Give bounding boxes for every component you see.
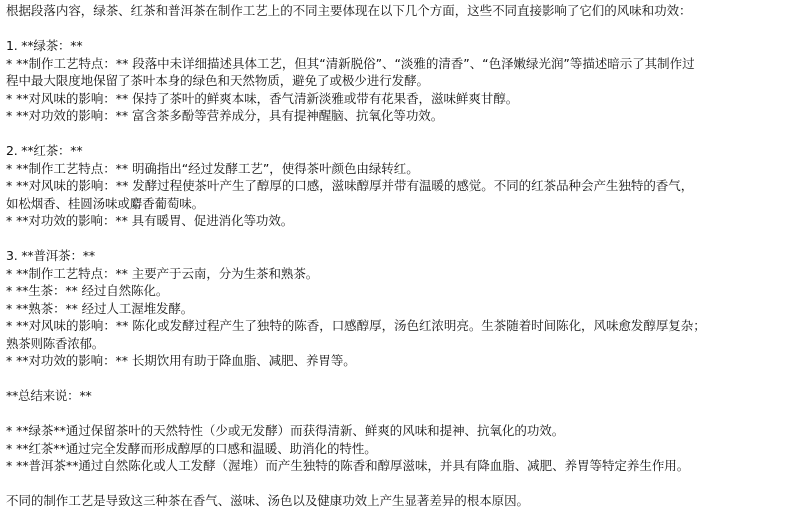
blank-line	[6, 125, 791, 143]
text-line: * **制作工艺特点：** 主要产于云南，分为生茶和熟茶。	[6, 265, 319, 281]
text-line: 程中最大限度地保留了茶叶本身的绿色和天然物质，避免了或极少进行发酵。	[6, 73, 430, 88]
text-line: 根据段落内容，绿茶、红茶和普洱茶在制作工艺上的不同主要体现在以下几个方面，这些不同直接影响了它们的风味和功效：	[6, 3, 692, 18]
text-line: 3. **普洱茶：**	[6, 248, 95, 263]
text-line: 不同的制作工艺是导致这三种茶在香气、滋味、汤色以及健康功效上产生显著差异的根本原因。	[6, 493, 530, 508]
text-line: **总结来说：**	[6, 388, 92, 403]
text-line: * **红茶**通过完全发酵而形成醇厚的口感和温暖、助消化的特性。	[6, 440, 377, 456]
text-line: * **普洱茶**通过自然陈化或人工发酵（渥堆）而产生独特的陈香和醇厚滋味，并具有降血脂、减肥、养胃等特定养生作用。	[6, 458, 690, 473]
blank-line	[6, 475, 791, 493]
text-line: * **对风味的影响：** 保持了茶叶的鲜爽本味，香气清新淡雅或带有花果香，滋味鲜爽甘醇。	[6, 90, 519, 106]
text-line: * **对风味的影响：** 陈化或发酵过程产生了独特的陈香，口感醇厚，汤色红浓明亮。生茶随着时间陈化，风味愈发醇厚复杂；	[6, 318, 706, 333]
blank-line	[6, 20, 791, 38]
text-line: * **对风味的影响：** 发酵过程使茶叶产生了醇厚的口感，滋味醇厚并带有温暖的感觉。不同的红茶品种会产生独特的香气，	[6, 178, 694, 193]
text-line: * **制作工艺特点：** 段落中未详细描述具体工艺，但其“清新脱俗”、“淡雅的清香”、“色泽嫩绿光润”等描述暗示了其制作过	[6, 55, 695, 71]
text-line: 1. **绿茶：**	[6, 38, 83, 53]
blank-line	[6, 370, 791, 388]
text-line: * **生茶：** 经过自然陈化。	[6, 283, 169, 298]
text-line: * **对功效的影响：** 长期饮用有助于降血脂、减肥、养胃等。	[6, 353, 356, 368]
text-line: * **熟茶：** 经过人工渥堆发酵。	[6, 300, 194, 316]
text-line: * **绿茶**通过保留茶叶的天然特性（少或无发酵）而获得清新、鲜爽的风味和提神、抗氧化的功效。	[6, 423, 565, 438]
blank-line	[6, 405, 791, 423]
text-line: 如松烟香、桂圆汤味或麝香葡萄味。	[6, 195, 205, 211]
text-line: * **对功效的影响：** 富含茶多酚等营养成分，具有提神醒脑、抗氧化等功效。	[6, 108, 444, 123]
text-line: 2. **红茶：**	[6, 143, 83, 158]
text-line: * **制作工艺特点：** 明确指出“经过发酵工艺”，使得茶叶颜色由绿转红。	[6, 160, 419, 176]
text-line: * **对功效的影响：** 具有暖胃、促进消化等功效。	[6, 213, 294, 228]
blank-line	[6, 230, 791, 248]
text-line: 熟茶则陈香浓郁。	[6, 335, 105, 351]
